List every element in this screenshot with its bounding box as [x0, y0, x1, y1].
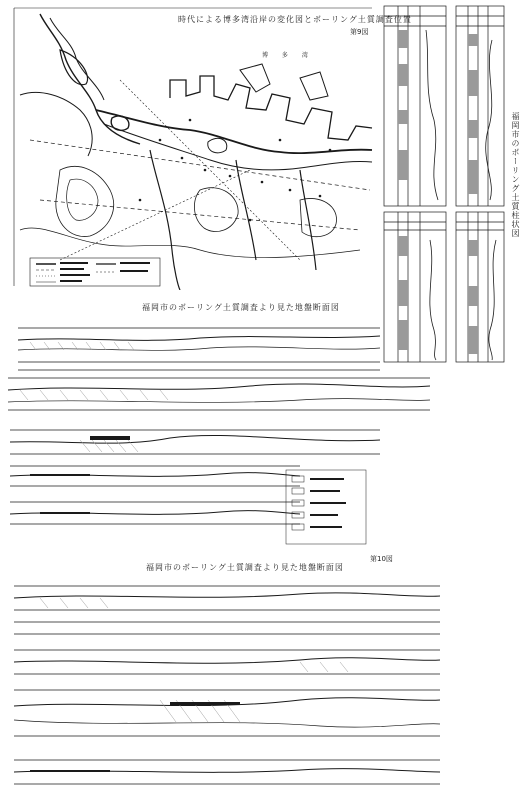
- section-sheet-1: [0, 290, 440, 550]
- section-sheet-2-figure-number: 第10図: [370, 555, 393, 563]
- section-profiles-1: [0, 290, 440, 550]
- map-sea-label: 博 多 湾: [262, 52, 314, 59]
- section-sheet-2-title: 福岡市のボーリング土質調査より見た地盤断面図: [146, 563, 344, 572]
- coastline-map: [0, 0, 380, 290]
- map-sheet: [0, 0, 412, 290]
- map-title: 時代による博多湾沿岸の変化図とボーリング土質調査位置: [178, 15, 412, 24]
- map-figure-number: 第9図: [350, 28, 369, 36]
- boring-log-title: 福岡市のボーリング土質柱状図: [511, 112, 520, 238]
- section-profiles-2: [0, 550, 460, 800]
- section-sheet-2: [0, 550, 460, 800]
- section-sheet-1-title: 福岡市のボーリング土質調査より見た地盤断面図: [142, 303, 340, 312]
